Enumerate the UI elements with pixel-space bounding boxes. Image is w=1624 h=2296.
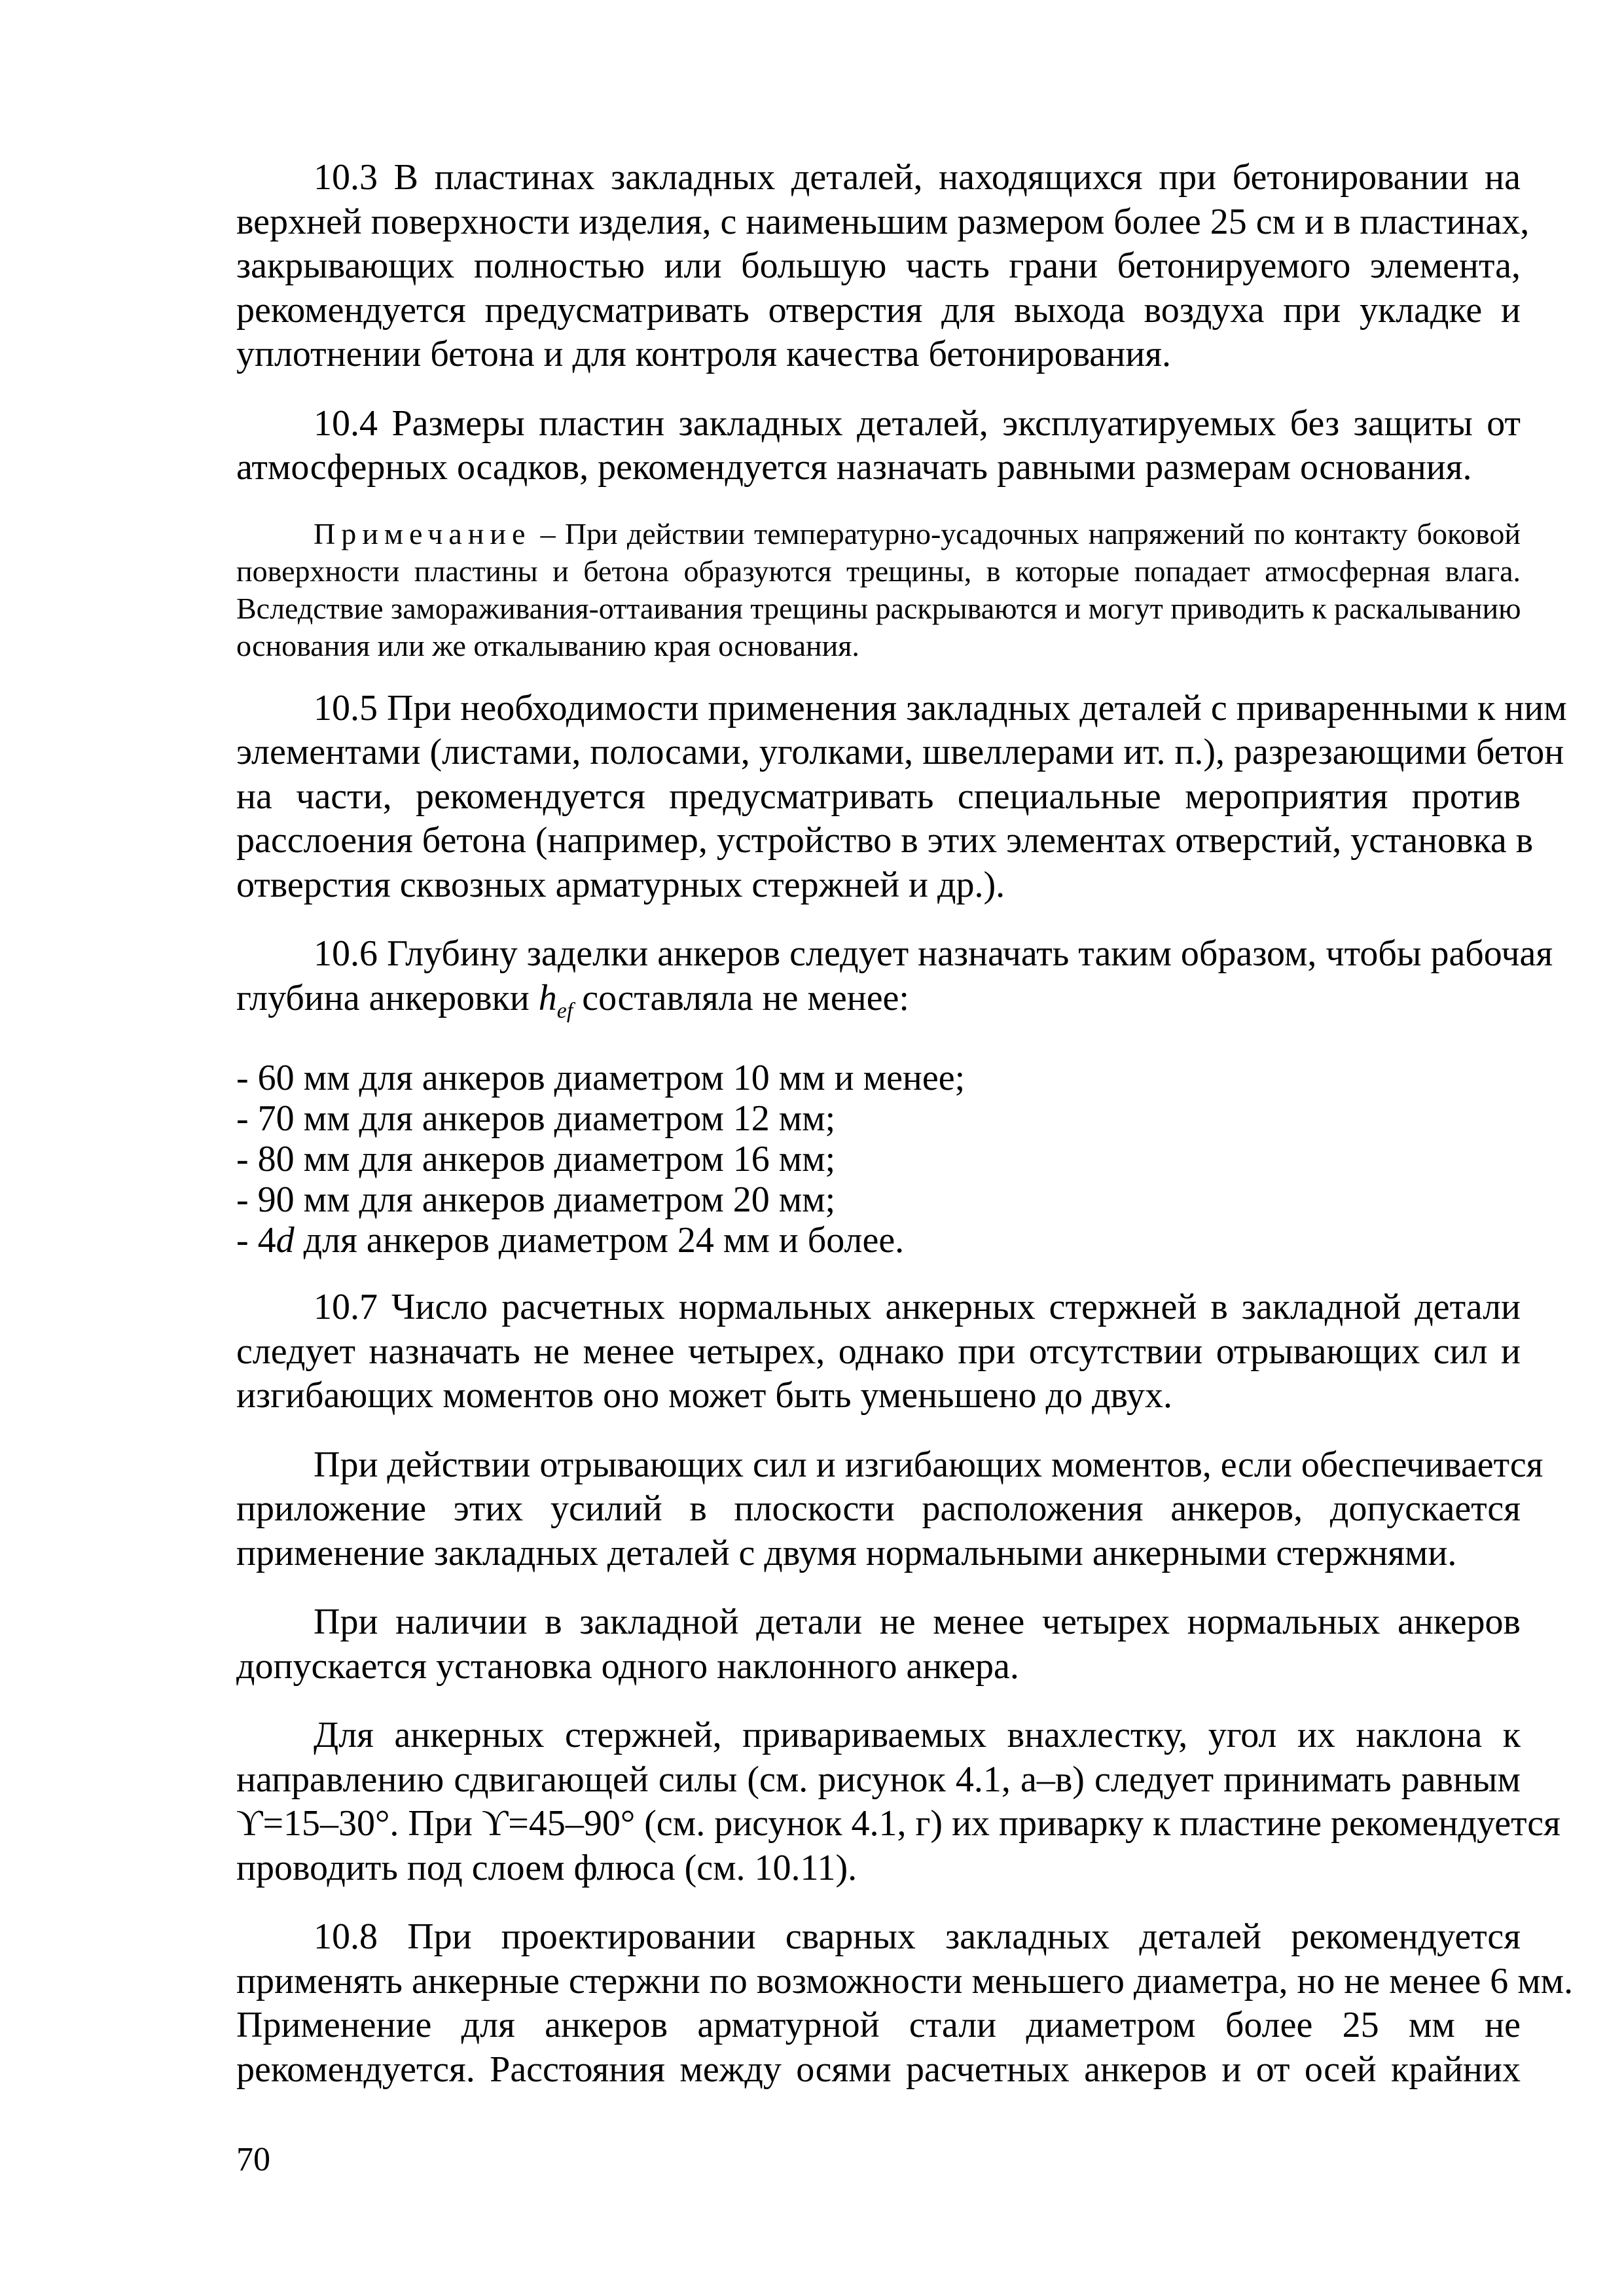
text-line: следует назначать не менее четырех, однако при отсутствии отрывающих сил и <box>236 1331 1521 1372</box>
text-line: Применение для анкеров арматурной стали диаметром более 25 мм не <box>236 2005 1521 2046</box>
note <box>236 515 1521 664</box>
text-line: на части, рекомендуется предусматривать специальные мероприятия против <box>236 776 1521 817</box>
text-line: приложение этих усилий в плоскости расположения анкеров, допускается <box>236 1488 1521 1530</box>
list-item: - 80 мм для анкеров диаметром 16 мм; <box>236 1139 836 1180</box>
list-item: - 60 мм для анкеров диаметром 10 мм и менее; <box>236 1058 965 1099</box>
text-line: рекомендуется. Расстояния между осями расчетных анкеров и от осей крайних <box>236 2049 1521 2090</box>
text-line: Для анкерных стержней, привариваемых внахлестку, угол их наклона к <box>314 1715 1521 1756</box>
text-line: уплотнении бетона и для контроля качества бетонирования. <box>236 334 1171 374</box>
paragraph-p10-5 <box>236 687 1567 908</box>
paragraph-p10-8 <box>236 1915 1574 2092</box>
text-line: изгибающих моментов оно может быть уменьшено до двух. <box>236 1375 1173 1416</box>
paragraph-group <box>236 1285 1574 2092</box>
paragraph-p-inclined <box>236 1600 1521 1689</box>
paragraph-p10-3 <box>236 156 1530 377</box>
note-label: Примечание <box>314 516 532 550</box>
text-line: ϒ=15–30°. При ϒ=45–90° (см. рисунок 4.1, г) их приварку к пластине рекомендуется <box>236 1803 1561 1844</box>
paragraph-p-lap <box>236 1713 1561 1890</box>
text-line: проводить под слоем флюса (см. 10.11). <box>236 1847 857 1888</box>
text-line: 10.4 Размеры пластин закладных деталей, эксплуатируемых без защиты от <box>314 403 1521 444</box>
text-line: При действии отрывающих сил и изгибающих моментов, если обеспечивается <box>314 1444 1543 1485</box>
text-line: верхней поверхности изделия, с наименьшим размером более 25 см и в пластинах, <box>236 201 1530 242</box>
list-item: - 70 мм для анкеров диаметром 12 мм; <box>236 1098 836 1139</box>
list-item: - 4d для анкеров диаметром 24 мм и более. <box>236 1220 905 1261</box>
text-line: 10.5 При необходимости применения закладных деталей с приваренными к ним <box>314 687 1567 728</box>
paragraph-p10-4 <box>236 402 1521 490</box>
text-line: закрывающих полностью или большую часть грани бетонируемого элемента, <box>236 245 1521 286</box>
text-line: допускается установка одного наклонного анкера. <box>236 1645 1019 1687</box>
text-line: применение закладных деталей с двумя нормальными анкерными стержнями. <box>236 1532 1457 1573</box>
text-line: При наличии в закладной детали не менее четырех нормальных анкеров <box>314 1602 1521 1643</box>
note-line: поверхности пластины и бетона образуются трещины, в которые попадает атмосферная влага. <box>236 554 1521 588</box>
page-number: 70 <box>236 2141 270 2178</box>
paragraph-p-forces <box>236 1443 1543 1576</box>
text-line: атмосферных осадков, рекомендуется назначать равными размерам основания. <box>236 447 1472 488</box>
paragraph-10-6: 10.6 Глубину заделки анкеров следует назначать таким образом, чтобы рабочая глубина анкеровки $h_{ef}$ составляла не менее: <box>236 933 1553 1023</box>
text-line: отверстия сквозных арматурных стержней и др.). <box>236 864 1005 905</box>
paragraph-group <box>236 687 1567 908</box>
text-line: расслоения бетона (например, устройство в этих элементах отверстий, установка в <box>236 820 1534 861</box>
paragraph-p10-7 <box>236 1285 1521 1418</box>
list-item: - 90 мм для анкеров диаметром 20 мм; <box>236 1179 836 1221</box>
note-line: Примечание – При действии температурно-усадочных напряжений по контакту боковой <box>314 516 1521 550</box>
note-line: основания или же откалыванию края основания. <box>236 628 859 662</box>
symbol-h-ef: $h_{ef}$ <box>538 977 573 1023</box>
paragraph-group <box>236 156 1530 490</box>
text-line: 10.3 В пластинах закладных деталей, находящихся при бетонировании на <box>314 157 1521 198</box>
page-content <box>236 156 1574 2117</box>
text-line: применять анкерные стержни по возможности меньшего диаметра, но не менее 6 мм. <box>236 1960 1574 2001</box>
text-line: 10.8 При проектировании сварных закладных деталей рекомендуется <box>314 1916 1521 1958</box>
text-line: 10.7 Число расчетных нормальных анкерных стержней в закладной детали <box>314 1287 1521 1328</box>
text-line: элементами (листами, полосами, уголками, швеллерами ит. п.), разрезающими бетон <box>236 732 1564 772</box>
text-line: рекомендуется предусматривать отверстия для выхода воздуха при укладке и <box>236 289 1521 331</box>
anchor-depth-list <box>236 1058 1521 1261</box>
text-line: направлению сдвигающей силы (см. рисунок 4.1, а–в) следует принимать равным <box>236 1759 1521 1800</box>
note-line: Вследствие замораживания-оттаивания трещины раскрываются и могут приводить к раскалыванию <box>236 591 1521 625</box>
